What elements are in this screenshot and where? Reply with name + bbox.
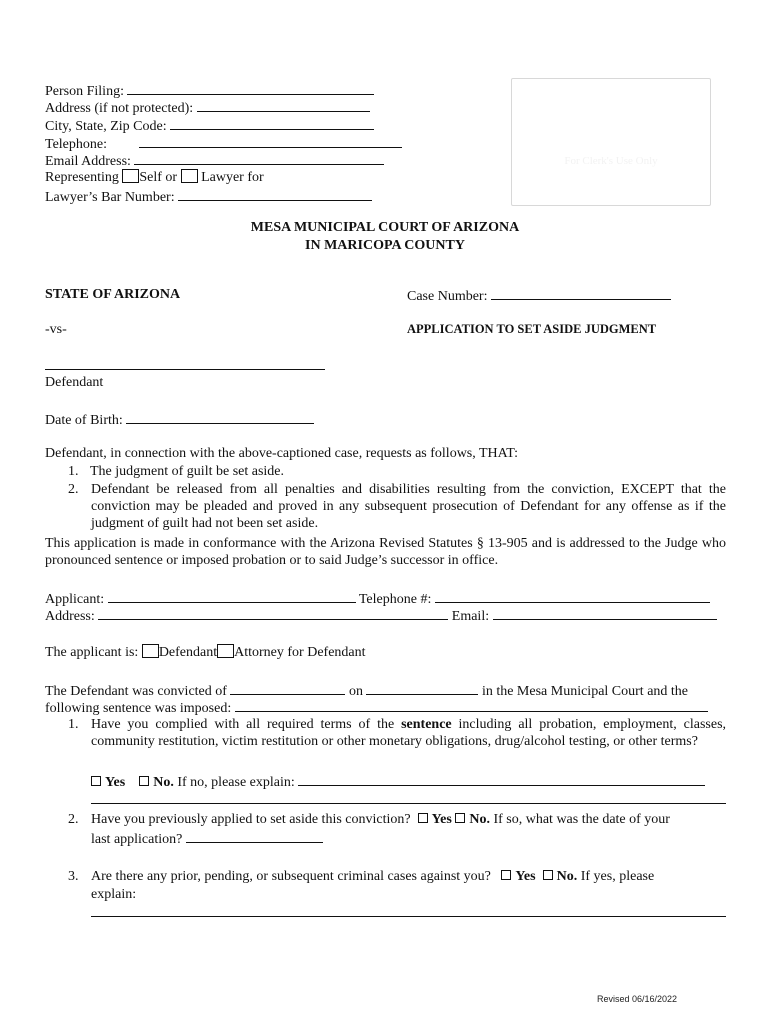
question-2-yes-checkbox[interactable]: [418, 813, 428, 823]
question-1-yes-label: Yes: [105, 775, 126, 790]
representing-row: [45, 169, 264, 186]
address-field[interactable]: [197, 98, 370, 112]
clerk-stamp-text: For Clerk's Use Only: [564, 155, 658, 167]
request-item-2-number: 2.: [68, 482, 79, 497]
self-label: Self or: [139, 170, 178, 185]
request-item-1-text: The judgment of guilt be set aside.: [90, 464, 285, 479]
question-2-text-c: last application?: [91, 832, 183, 847]
case-number-label: Case Number:: [407, 289, 488, 304]
defendant-option-label: Defendant: [158, 645, 218, 660]
applicant-is-row: [45, 644, 366, 661]
sentence-row: [45, 698, 708, 717]
applicant-address-row: [45, 606, 717, 625]
defendant-name-field[interactable]: [45, 369, 325, 370]
request-item-2-text: Defendant be released from all penalties and disabilities resulting from the conviction, EXCEPT that the conviction may be pleaded and proved in any subsequent prosecution of Defendant for any offense as if the judgment of guilt had not been set aside.: [91, 482, 726, 531]
sentence-imposed-field[interactable]: [235, 698, 708, 712]
in-court-label: in the Mesa Municipal Court and the: [481, 684, 689, 699]
person-filing-label: Person Filing:: [45, 84, 124, 99]
question-3-no-checkbox[interactable]: [543, 870, 553, 880]
question-1-explain-field[interactable]: [298, 772, 705, 786]
applicant-address-field[interactable]: [98, 606, 448, 620]
dob-label: Date of Birth:: [45, 413, 123, 428]
city-label: City, State, Zip Code:: [45, 119, 167, 134]
question-3-text-b: If yes, please: [580, 869, 655, 884]
question-3-explain-label: explain:: [91, 887, 137, 902]
applicant-email-label: Email:: [451, 609, 490, 624]
address-row: [45, 98, 370, 117]
document-title: APPLICATION TO SET ASIDE JUDGMENT: [407, 322, 657, 336]
applicant-telephone-label: Telephone #:: [358, 592, 432, 607]
versus-label: -vs-: [45, 322, 67, 337]
court-title-line1: MESA MUNICIPAL COURT OF ARIZONA: [250, 220, 520, 235]
convicted-of-label: The Defendant was convicted of: [45, 684, 227, 699]
question-1-text-a: Have you complied with all required terms of the: [91, 717, 395, 732]
question-3-explain-field[interactable]: [91, 916, 726, 917]
dob-field[interactable]: [126, 410, 314, 424]
question-1-no-label: No.: [153, 775, 174, 790]
question-2-no-checkbox[interactable]: [455, 813, 465, 823]
question-1-text: [91, 716, 726, 750]
question-2-date-field[interactable]: [186, 829, 323, 843]
conformance-statement: This application is made in conformance with the Arizona Revised Statutes § 13-905 and is addressed to the Judge who pronounced sentence or imposed probation or to said Judge’s successor in office.: [45, 536, 726, 568]
city-row: [45, 116, 374, 135]
court-title-line2: IN MARICOPA COUNTY: [305, 238, 465, 253]
question-3-text-a: Are there any prior, pending, or subsequent criminal cases against you?: [91, 869, 491, 884]
question-2-text-b: If so, what was the date of your: [493, 812, 670, 827]
telephone-field[interactable]: [139, 134, 402, 148]
request-intro: Defendant, in connection with the above-captioned case, requests as follows, THAT:: [45, 446, 518, 461]
question-2-row-2: [91, 829, 323, 848]
self-checkbox[interactable]: [122, 169, 139, 183]
plaintiff-name: STATE OF ARIZONA: [45, 287, 181, 302]
attorney-checkbox[interactable]: [217, 644, 234, 658]
question-2-no-label: No.: [469, 812, 490, 827]
sentence-imposed-label: following sentence was imposed:: [45, 701, 232, 716]
request-item-1: [68, 463, 284, 480]
case-number-field[interactable]: [491, 286, 671, 300]
applicant-telephone-field[interactable]: [435, 589, 710, 603]
revision-date: Revised 06/16/2022: [597, 994, 678, 1004]
bar-number-field[interactable]: [178, 187, 372, 201]
on-label: on: [348, 684, 363, 699]
bar-number-label: Lawyer’s Bar Number:: [45, 190, 175, 205]
request-item-1-number: 1.: [68, 464, 79, 479]
question-1-text-b: including all probation, employment, classes, community restitution, victim restitution or other monetary obligations, drug/alcohol testing, or other terms?: [91, 717, 727, 749]
applicant-label: Applicant:: [45, 592, 105, 607]
question-1-no-checkbox[interactable]: [139, 776, 149, 786]
telephone-label: Telephone:: [45, 137, 107, 152]
dob-row: [45, 410, 314, 429]
applicant-email-field[interactable]: [493, 606, 717, 620]
question-3-no-label: No.: [556, 869, 578, 884]
applicant-address-label: Address:: [45, 609, 95, 624]
email-label: Email Address:: [45, 154, 131, 169]
person-filing-field[interactable]: [127, 81, 374, 95]
address-label: Address (if not protected):: [45, 101, 194, 116]
email-row: [45, 151, 384, 170]
question-2-row: [91, 811, 670, 828]
defendant-label: Defendant: [45, 375, 104, 390]
question-1-number: 1.: [68, 717, 79, 732]
lawyer-checkbox[interactable]: [181, 169, 198, 183]
convicted-of-field[interactable]: [230, 681, 345, 695]
question-3-yes-checkbox[interactable]: [501, 870, 511, 880]
question-3-yes-label: Yes: [515, 869, 536, 884]
case-number-row: [407, 286, 671, 305]
lawyer-label: Lawyer for: [201, 170, 264, 185]
city-field[interactable]: [170, 116, 374, 130]
question-1-yes-checkbox[interactable]: [91, 776, 101, 786]
applicant-field[interactable]: [108, 589, 356, 603]
question-1-text-bold: sentence: [401, 717, 452, 732]
attorney-option-label: Attorney for Defendant: [234, 645, 366, 660]
question-2-number: 2.: [68, 812, 79, 827]
question-2-text-a: Have you previously applied to set aside this conviction?: [91, 812, 411, 827]
question-3-number: 3.: [68, 869, 79, 884]
email-field[interactable]: [134, 151, 384, 165]
representing-label: Representing: [45, 170, 119, 185]
defendant-checkbox[interactable]: [142, 644, 159, 658]
question-1-explain-line-2[interactable]: [91, 803, 726, 804]
question-2-yes-label: Yes: [431, 812, 452, 827]
question-3-row: [91, 868, 654, 885]
applicant-is-label: The applicant is:: [45, 645, 139, 660]
conviction-date-field[interactable]: [366, 681, 478, 695]
question-1-answer-row: [91, 772, 705, 791]
clerk-stamp-box: [511, 78, 711, 206]
question-1-explain-label: If no, please explain:: [177, 775, 295, 790]
bar-number-row: [45, 187, 372, 206]
